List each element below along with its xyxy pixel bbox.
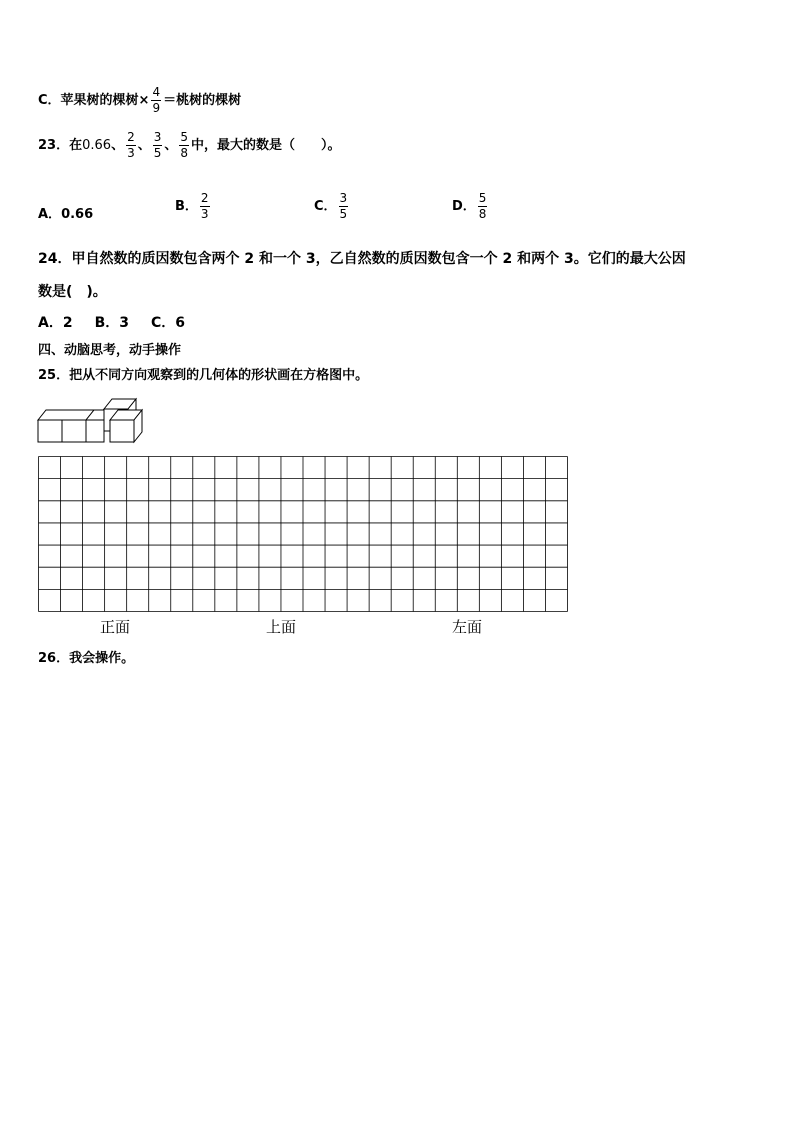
q22-option-c [38, 86, 241, 115]
q23-option-d [452, 192, 489, 221]
view-label-front: 正面 [100, 618, 131, 636]
separator: 、 [137, 138, 151, 153]
fraction-numerator: 5 [180, 130, 189, 144]
q22-option-c-text-before: 苹果树的棵树× [60, 93, 150, 108]
q23-fraction-3 [179, 131, 189, 160]
view-label-top: 上面 [266, 618, 297, 636]
q23-number: 23． [38, 138, 70, 153]
separator: 、 [111, 138, 125, 153]
q23-fraction-2 [153, 131, 163, 160]
cube-front-face-2 [62, 420, 86, 442]
fraction-numerator: 5 [478, 191, 487, 205]
q24-option-c: C．6 [151, 315, 186, 331]
q25-stem: 25．把从不同方向观察到的几何体的形状画在方格图中。 [38, 368, 369, 383]
q23-value: 0.66 [82, 138, 112, 153]
q23-option-c [314, 192, 350, 221]
q23-prefix: 在 [69, 138, 83, 153]
section-title: 四、动脑思考，动手操作 [38, 343, 182, 358]
option-label: B． [175, 199, 198, 214]
option-label: A． [38, 207, 62, 222]
option-fraction [200, 192, 210, 221]
q23-fraction-1 [126, 131, 136, 160]
fraction-numerator: 4 [152, 85, 161, 99]
fraction-denominator: 3 [200, 207, 209, 221]
q22-option-c-text-after: ＝桃树的棵树 [163, 93, 242, 108]
q23-suffix: 中，最大的数是（ ）。 [191, 138, 341, 153]
fraction-denominator: 8 [180, 146, 189, 160]
drawing-grid[interactable] [38, 456, 568, 616]
separator: 、 [164, 138, 178, 153]
option-value: 0.66 [61, 207, 94, 222]
fraction-denominator: 5 [339, 207, 348, 221]
q24-options [38, 312, 185, 332]
q24-option-a: A．2 [38, 315, 73, 331]
fraction-numerator: 2 [200, 191, 209, 205]
fraction-denominator: 3 [127, 146, 135, 160]
cube-solid-figure [36, 394, 156, 446]
fraction-denominator: 5 [153, 146, 162, 160]
cube-front-face-1 [38, 420, 62, 442]
fraction-numerator: 3 [339, 191, 348, 205]
q24-line-1: 24．甲自然数的质因数包含两个 2 和一个 3，乙自然数的质因数包含一个 2 和两个 3。它们的最大公因 [38, 251, 686, 267]
q23-option-b [175, 192, 212, 221]
bottom-row-top-face [38, 410, 94, 420]
q23-stem [38, 131, 341, 160]
grid-lines [38, 456, 568, 612]
q26-stem: 26．我会操作。 [38, 651, 135, 666]
front-cube-front-face [110, 420, 134, 442]
option-fraction [339, 192, 349, 221]
option-label: C． [314, 199, 337, 214]
q22-option-c-label: C． [38, 93, 61, 108]
fraction-numerator: 3 [153, 130, 162, 144]
cube-front-face-3 [86, 420, 104, 442]
q24-line-2: 数是( )。 [38, 284, 107, 300]
fraction-denominator: 8 [478, 207, 487, 221]
fraction-denominator: 9 [152, 101, 161, 115]
q23-option-a [38, 203, 93, 222]
q22-option-c-fraction [151, 86, 161, 115]
view-label-left: 左面 [452, 618, 483, 636]
option-fraction [478, 192, 488, 221]
q24-option-b: B．3 [94, 315, 129, 331]
fraction-numerator: 2 [127, 130, 135, 144]
option-label: D． [452, 199, 476, 214]
